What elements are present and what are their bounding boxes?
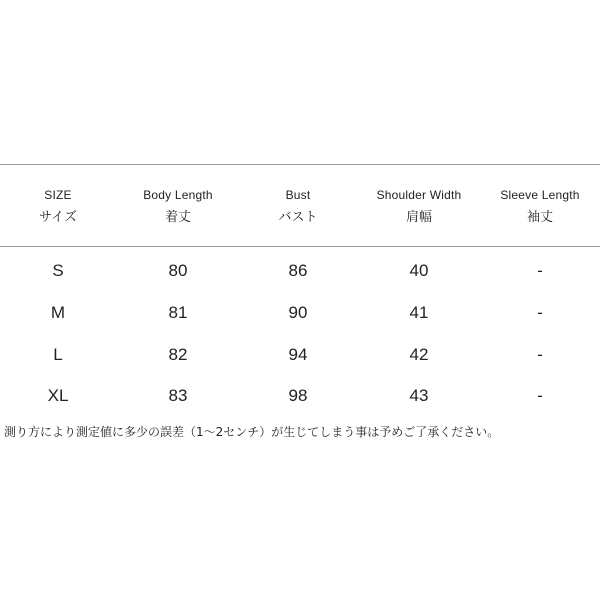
cell-shoulder-width: 42 xyxy=(409,345,429,364)
cell-sleeve-length: - xyxy=(537,261,543,280)
table-top-rule xyxy=(0,164,600,165)
header-body-length-ja: 着丈 xyxy=(164,210,192,225)
cell-bust: 86 xyxy=(288,261,308,280)
header-bust-en: Bust xyxy=(285,188,311,202)
cell-sleeve-length: - xyxy=(537,303,543,322)
header-bust-ja: バスト xyxy=(278,210,318,225)
cell-bust: 98 xyxy=(288,386,308,405)
header-size-ja: サイズ xyxy=(39,210,77,225)
header-size-en: SIZE xyxy=(44,188,72,202)
cell-size: L xyxy=(53,345,63,364)
cell-body-length: 80 xyxy=(168,261,188,280)
header-sleeve-length-ja: 袖丈 xyxy=(526,210,554,225)
cell-body-length: 81 xyxy=(168,303,188,322)
cell-shoulder-width: 43 xyxy=(409,386,429,405)
cell-sleeve-length: - xyxy=(537,345,543,364)
header-sleeve-length-en: Sleeve Length xyxy=(500,188,580,202)
cell-shoulder-width: 41 xyxy=(409,303,429,322)
cell-size: M xyxy=(50,303,66,322)
cell-body-length: 82 xyxy=(168,345,188,364)
cell-size: XL xyxy=(47,386,69,405)
cell-size: S xyxy=(52,261,64,280)
header-shoulder-width-ja: 肩幅 xyxy=(405,210,433,225)
cell-shoulder-width: 40 xyxy=(409,261,429,280)
measurement-note: 測り方により測定値に多少の誤差（1〜2センチ）が生じてしまう事は予めご了承ください。 xyxy=(4,425,500,439)
cell-body-length: 83 xyxy=(168,386,188,405)
cell-bust: 90 xyxy=(288,303,308,322)
header-body-length-en: Body Length xyxy=(143,188,213,202)
header-shoulder-width-en: Shoulder Width xyxy=(376,188,462,202)
cell-sleeve-length: - xyxy=(537,386,543,405)
cell-bust: 94 xyxy=(288,345,308,364)
header-bottom-rule xyxy=(0,246,600,247)
